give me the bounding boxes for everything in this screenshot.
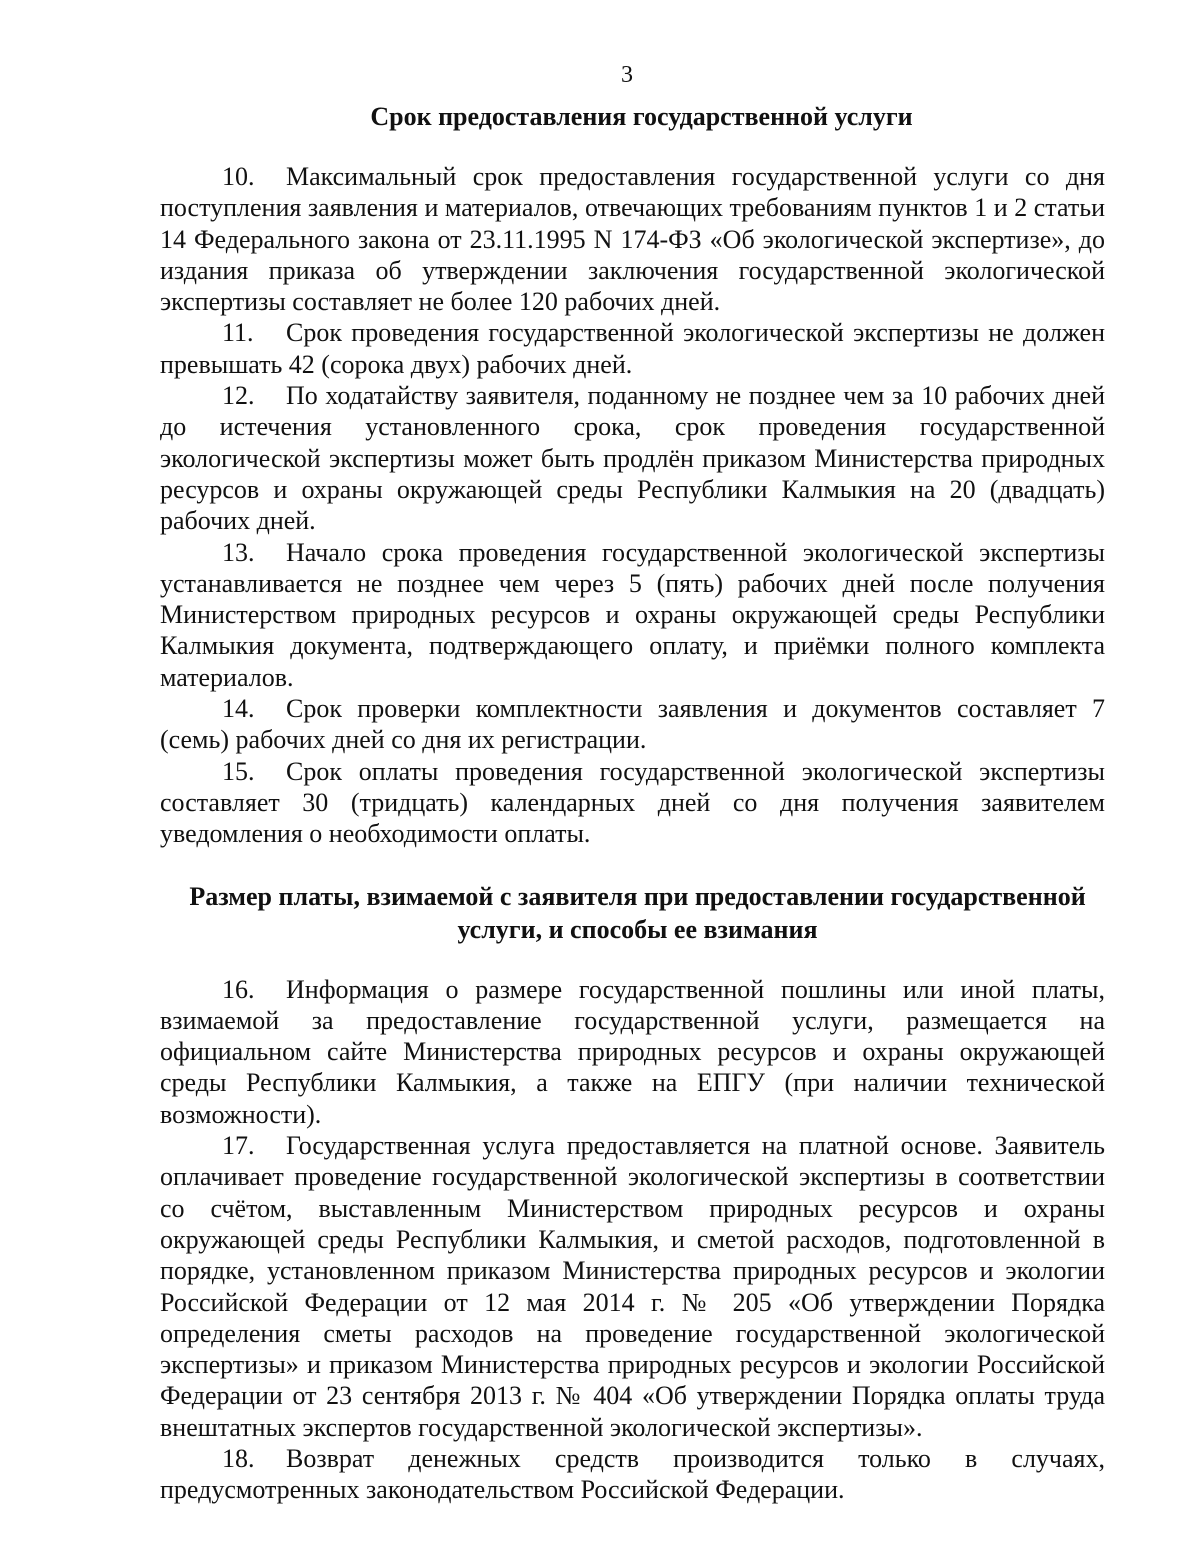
- paragraph-number: 14.: [222, 694, 255, 724]
- section-fee-paragraphs: [160, 974, 1105, 1506]
- paragraph-text: Максимальный срок предоставления государственной услуги со дня поступления заявления и материалов, отвечающих требованиям пунктов 1 и 2 статьи 14 Федерального закона от 23.11.1995 N 174-ФЗ «Об экологической экспертизе», до издания приказа об утверждении заключения государственной экологической экспертизы составляет не более 120 рабочих дней.: [160, 162, 1105, 317]
- document-body: [160, 100, 1105, 1506]
- paragraph-13: [160, 537, 1105, 693]
- paragraph-12: [160, 380, 1105, 536]
- paragraph-number: 15.: [222, 756, 255, 786]
- paragraph-number: 16.: [222, 974, 255, 1004]
- paragraph-18: [160, 1443, 1105, 1506]
- paragraph-text: Срок оплаты проведения государственной экологической экспертизы составляет 30 (тридцать) календарных дней со дня получения заявителем уведомления о необходимости оплаты.: [160, 756, 1105, 849]
- paragraph-14: [160, 693, 1105, 756]
- paragraph-11: [160, 317, 1105, 380]
- paragraph-text: Государственная услуга предоставляется на платной основе. Заявитель оплачивает проведение государственной экологической экспертизы в соответствии со счётом, выставленным Министерством природных ресурсов и охраны окружающей среды Республики Калмыкия, и сметой расходов, подготовленной в порядке, установленном приказом Министерства природных ресурсов и экологии Российской Федерации от 12 мая 2014 г. № 205 «Об утверждении Порядка определения сметы расходов на проведение государственной экологической экспертизы» и приказом Министерства природных ресурсов и экологии Российской Федерации от 23 сентября 2013 г. № 404 «Об утверждении Порядка оплаты труда внештатных экспертов государственной экологической экспертизы».: [160, 1131, 1105, 1442]
- paragraph-number: 10.: [222, 162, 255, 191]
- paragraph-16: [160, 974, 1105, 1130]
- paragraph-text: Возврат денежных средств производится только в случаях, предусмотренных законодательством Российской Федерации.: [160, 1443, 1105, 1505]
- paragraph-number: 12.: [222, 381, 255, 411]
- section-heading-fee: [160, 880, 1105, 946]
- paragraph-text: Срок проверки комплектности заявления и документов составляет 7 (семь) рабочих дней со дня их регистрации.: [160, 694, 1105, 755]
- paragraph-text: Срок проведения государственной экологической экспертизы не должен превышать 42 (сорока двух) рабочих дней.: [160, 318, 1105, 379]
- section-heading-term: Срок предоставления государственной услуги: [370, 102, 913, 131]
- paragraph-number: 13.: [222, 537, 255, 567]
- section-heading-fee-line2: услуги, и способы ее взимания: [457, 914, 818, 944]
- paragraph-text: Начало срока проведения государственной экологической экспертизы устанавливается не позднее чем через 5 (пять) рабочих дней после получения Министерством природных ресурсов и охраны окружающей среды Республики Калмыкия документа, подтверждающего оплату, и приёмки полного комплекта материалов.: [160, 537, 1105, 692]
- paragraph-15: [160, 756, 1105, 850]
- paragraph-number: 17.: [222, 1131, 255, 1161]
- paragraph-text: По ходатайству заявителя, поданному не позднее чем за 10 рабочих дней до истечения установленного срока, срок проведения государственной экологической экспертизы может быть продлён приказом Министерства природных ресурсов и охраны окружающей среды Республики Калмыкия на 20 (двадцать) рабочих дней.: [160, 381, 1105, 536]
- paragraph-number: 11.: [222, 318, 254, 348]
- page-number: 3: [621, 62, 633, 88]
- paragraph-10: [160, 161, 1105, 317]
- section-heading-fee-line1: Размер платы, взимаемой с заявителя при предоставлении государственной: [189, 881, 1086, 911]
- paragraph-number: 18.: [222, 1443, 255, 1473]
- paragraph-17: [160, 1130, 1105, 1443]
- paragraph-text: Информация о размере государственной пошлины или иной платы, взимаемой за предоставление государственной услуги, размещается на официальном сайте Министерства природных ресурсов и охраны окружающей среды Республики Калмыкия, а также на ЕПГУ (при наличии технической возможности).: [160, 974, 1105, 1129]
- section-term-paragraphs: [160, 161, 1105, 850]
